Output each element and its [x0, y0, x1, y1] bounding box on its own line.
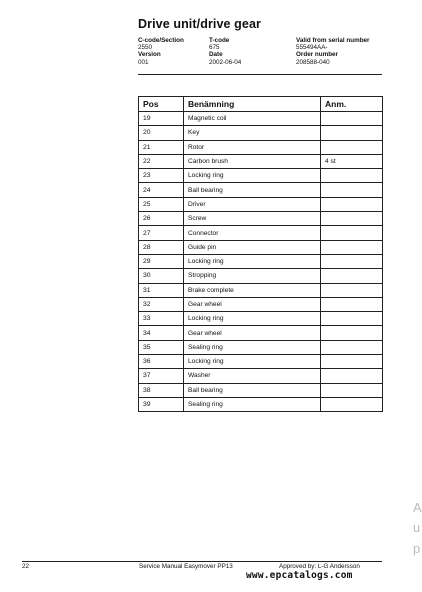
cell-pos: 26: [139, 212, 184, 226]
cell-pos: 27: [139, 226, 184, 240]
footer-page-number: 22: [22, 563, 30, 570]
parts-table-body: [139, 112, 383, 412]
meta-value-tcode: 675: [209, 44, 220, 52]
cell-pos: 38: [139, 383, 184, 397]
table-row: [139, 254, 383, 268]
page-title: Drive unit/drive gear: [138, 17, 261, 31]
cell-name: Carbon brush: [184, 154, 321, 168]
table-row: [139, 183, 383, 197]
cell-pos: 20: [139, 126, 184, 140]
table-row: [139, 312, 383, 326]
meta-value-version: 001: [138, 58, 149, 66]
footer-divider: [22, 561, 382, 562]
table-row: [139, 340, 383, 354]
cell-note: [321, 369, 383, 383]
cell-note: [321, 126, 383, 140]
parts-table: [138, 96, 383, 412]
cell-name: Sealing ring: [184, 397, 321, 411]
cell-note: [321, 312, 383, 326]
table-header-row: [139, 97, 383, 112]
cell-note: [321, 397, 383, 411]
cell-pos: 25: [139, 197, 184, 211]
table-row: [139, 212, 383, 226]
cell-name: Magnetic coil: [184, 112, 321, 126]
table-row: [139, 197, 383, 211]
cell-note: [321, 340, 383, 354]
cell-pos: 39: [139, 397, 184, 411]
cell-name: Stropping: [184, 269, 321, 283]
cell-name: Guide pin: [184, 240, 321, 254]
cell-note: [321, 183, 383, 197]
table-row: [139, 269, 383, 283]
meta-label-ccode: C-code/Section: [138, 37, 184, 44]
cell-note: [321, 169, 383, 183]
cell-note: [321, 240, 383, 254]
table-row: [139, 140, 383, 154]
cell-pos: 19: [139, 112, 184, 126]
meta-value-ccode: 2550: [138, 44, 153, 52]
cell-note: [321, 326, 383, 340]
table-row: [139, 126, 383, 140]
cell-pos: 22: [139, 154, 184, 168]
cell-name: Ball bearing: [184, 383, 321, 397]
table-row: [139, 383, 383, 397]
cell-name: Gear wheel: [184, 297, 321, 311]
cell-note: [321, 283, 383, 297]
table-row: [139, 226, 383, 240]
cell-note: [321, 212, 383, 226]
cell-name: Locking ring: [184, 355, 321, 369]
watermark-link[interactable]: www.epcatalogs.com: [246, 570, 353, 581]
cell-name: Washer: [184, 369, 321, 383]
column-header-name: Benämning: [184, 97, 321, 112]
cell-pos: 34: [139, 326, 184, 340]
table-row: [139, 154, 383, 168]
meta-labels-row-1: [138, 37, 382, 44]
cell-pos: 32: [139, 297, 184, 311]
footer-approved-by: Approved by: L-G Andersson: [279, 563, 360, 570]
cell-name: Screw: [184, 212, 321, 226]
cell-pos: 35: [139, 340, 184, 354]
table-row: [139, 283, 383, 297]
table-row: [139, 369, 383, 383]
cell-name: Sealing ring: [184, 340, 321, 354]
cell-pos: 29: [139, 254, 184, 268]
cell-note: [321, 269, 383, 283]
cell-pos: 28: [139, 240, 184, 254]
edge-letter: A: [413, 500, 422, 515]
table-row: [139, 240, 383, 254]
cell-name: Ball bearing: [184, 183, 321, 197]
footer-manual-title: Service Manual Easymover PP13: [139, 563, 233, 570]
cell-name: Gear wheel: [184, 326, 321, 340]
meta-label-order: Order number: [296, 51, 338, 59]
column-header-note: Anm.: [321, 97, 383, 112]
meta-labels-row-2: [138, 51, 382, 58]
cell-name: Rotor: [184, 140, 321, 154]
cell-pos: 36: [139, 355, 184, 369]
cell-pos: 37: [139, 369, 184, 383]
cell-note: [321, 254, 383, 268]
table-row: [139, 297, 383, 311]
cell-note: [321, 140, 383, 154]
table-row: [139, 169, 383, 183]
cell-pos: 21: [139, 140, 184, 154]
cell-pos: 23: [139, 169, 184, 183]
meta-value-date: 2002-06-04: [209, 58, 242, 66]
cell-pos: 30: [139, 269, 184, 283]
cell-note: [321, 383, 383, 397]
cell-name: Brake complete: [184, 283, 321, 297]
edge-letter: u: [413, 520, 421, 535]
meta-values-row-1: [138, 44, 382, 51]
cell-name: Driver: [184, 197, 321, 211]
column-header-pos: Pos: [139, 97, 184, 112]
cell-note: [321, 297, 383, 311]
cell-note: [321, 112, 383, 126]
cell-pos: 31: [139, 283, 184, 297]
table-row: [139, 397, 383, 411]
edge-letter: p: [413, 541, 421, 556]
meta-label-serial: Valid from serial number: [296, 37, 370, 44]
cell-name: Locking ring: [184, 169, 321, 183]
table-row: [139, 355, 383, 369]
cell-note: [321, 226, 383, 240]
cell-note: 4 st: [321, 154, 383, 168]
cell-name: Locking ring: [184, 254, 321, 268]
header-divider: [138, 74, 382, 75]
meta-values-row-2: [138, 59, 382, 66]
cell-pos: 24: [139, 183, 184, 197]
cell-note: [321, 355, 383, 369]
cell-name: Locking ring: [184, 312, 321, 326]
table-row: [139, 326, 383, 340]
meta-label-tcode: T-code: [209, 37, 230, 44]
cell-note: [321, 197, 383, 211]
meta-value-order: 208588-040: [296, 58, 330, 66]
cell-name: Connector: [184, 226, 321, 240]
table-row: [139, 112, 383, 126]
meta-label-date: Date: [209, 51, 223, 59]
meta-block: [138, 37, 382, 66]
meta-label-version: Version: [138, 51, 161, 59]
meta-value-serial: 555494AA-: [296, 44, 328, 52]
cell-name: Key: [184, 126, 321, 140]
cell-pos: 33: [139, 312, 184, 326]
